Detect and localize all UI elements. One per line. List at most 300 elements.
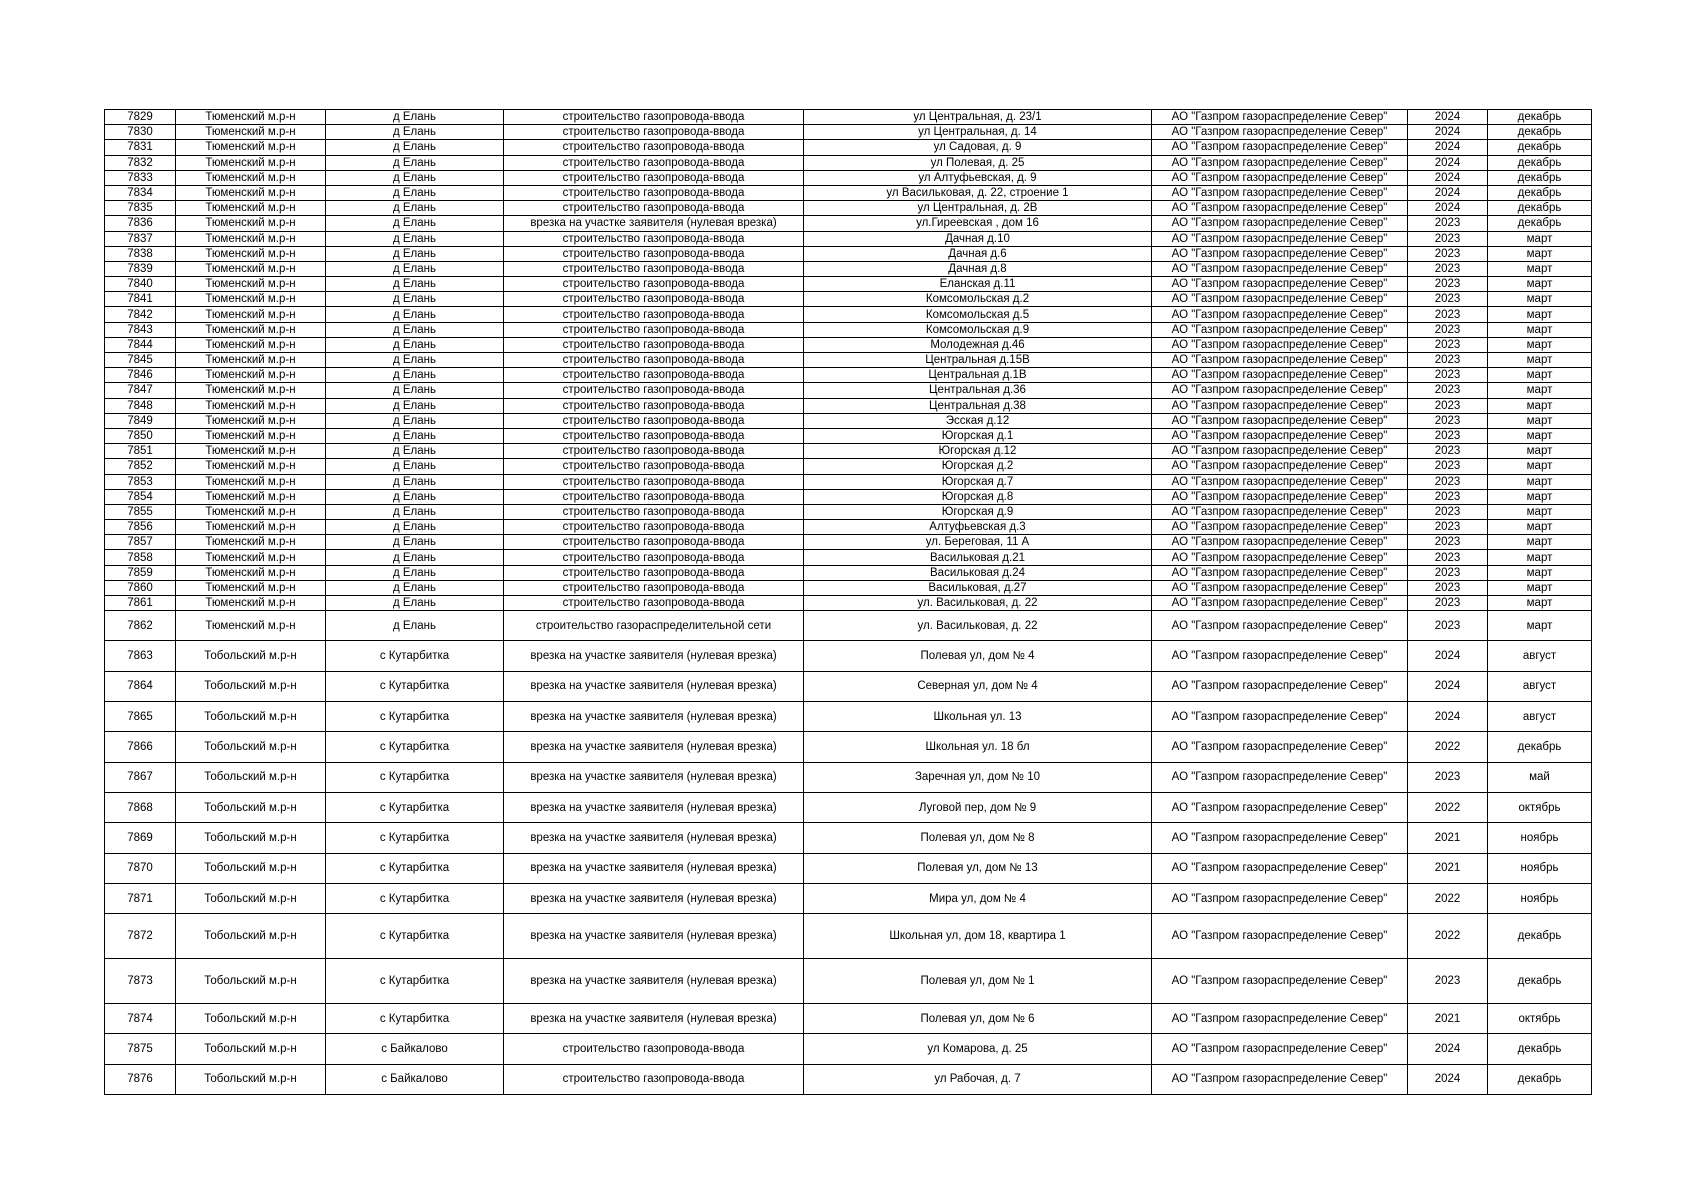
table-row — [105, 170, 1592, 185]
district-cell: Тюменский м.р-н — [176, 110, 326, 125]
organization-cell: АО "Газпром газораспределение Север" — [1152, 792, 1408, 822]
year-cell: 2021 — [1408, 853, 1488, 883]
district-cell: Тобольский м.р-н — [176, 1034, 326, 1064]
address-cell: Югорская д.8 — [804, 489, 1152, 504]
month-cell: март — [1488, 580, 1592, 595]
year-cell: 2022 — [1408, 732, 1488, 762]
row-number-cell: 7852 — [105, 459, 176, 474]
month-cell: март — [1488, 459, 1592, 474]
year-cell: 2022 — [1408, 914, 1488, 959]
year-cell: 2023 — [1408, 550, 1488, 565]
organization-cell: АО "Газпром газораспределение Север" — [1152, 110, 1408, 125]
organization-cell: АО "Газпром газораспределение Север" — [1152, 307, 1408, 322]
address-cell: ул. Васильковая, д. 22 — [804, 596, 1152, 611]
district-cell: Тюменский м.р-н — [176, 201, 326, 216]
row-number-cell: 7857 — [105, 535, 176, 550]
table-row — [105, 413, 1592, 428]
organization-cell: АО "Газпром газораспределение Север" — [1152, 140, 1408, 155]
district-cell: Тюменский м.р-н — [176, 413, 326, 428]
district-cell: Тюменский м.р-н — [176, 474, 326, 489]
work-type-cell: строительство газопровода-ввода — [504, 353, 804, 368]
settlement-cell: с Кутарбитка — [326, 883, 504, 913]
month-cell: март — [1488, 504, 1592, 519]
settlement-cell: д Елань — [326, 474, 504, 489]
district-cell: Тюменский м.р-н — [176, 504, 326, 519]
work-type-cell: строительство газопровода-ввода — [504, 1064, 804, 1094]
district-cell: Тюменский м.р-н — [176, 216, 326, 231]
district-cell: Тюменский м.р-н — [176, 611, 326, 641]
table-row — [105, 155, 1592, 170]
month-cell: март — [1488, 231, 1592, 246]
month-cell: март — [1488, 337, 1592, 352]
work-type-cell: строительство газопровода-ввода — [504, 550, 804, 565]
row-number-cell: 7870 — [105, 853, 176, 883]
row-number-cell: 7842 — [105, 307, 176, 322]
row-number-cell: 7829 — [105, 110, 176, 125]
row-number-cell: 7856 — [105, 520, 176, 535]
address-cell: Комсомольская д.2 — [804, 292, 1152, 307]
organization-cell: АО "Газпром газораспределение Север" — [1152, 520, 1408, 535]
work-type-cell: строительство газопровода-ввода — [504, 368, 804, 383]
work-type-cell: строительство газопровода-ввода — [504, 596, 804, 611]
district-cell: Тюменский м.р-н — [176, 596, 326, 611]
organization-cell: АО "Газпром газораспределение Север" — [1152, 261, 1408, 276]
district-cell: Тюменский м.р-н — [176, 185, 326, 200]
month-cell: март — [1488, 277, 1592, 292]
work-type-cell: врезка на участке заявителя (нулевая врезка) — [504, 823, 804, 853]
district-cell: Тюменский м.р-н — [176, 444, 326, 459]
work-type-cell: строительство газопровода-ввода — [504, 489, 804, 504]
district-cell: Тюменский м.р-н — [176, 459, 326, 474]
year-cell: 2023 — [1408, 413, 1488, 428]
year-cell: 2023 — [1408, 307, 1488, 322]
month-cell: август — [1488, 702, 1592, 732]
organization-cell: АО "Газпром газораспределение Север" — [1152, 914, 1408, 959]
settlement-cell: с Кутарбитка — [326, 792, 504, 822]
month-cell: декабрь — [1488, 959, 1592, 1004]
row-number-cell: 7855 — [105, 504, 176, 519]
settlement-cell: д Елань — [326, 185, 504, 200]
year-cell: 2023 — [1408, 596, 1488, 611]
address-cell: Луговой пер, дом № 9 — [804, 792, 1152, 822]
row-number-cell: 7851 — [105, 444, 176, 459]
settlement-cell: с Кутарбитка — [326, 959, 504, 1004]
year-cell: 2021 — [1408, 1004, 1488, 1034]
address-cell: ул. Береговая, 11 А — [804, 535, 1152, 550]
settlement-cell: д Елань — [326, 353, 504, 368]
settlement-cell: д Елань — [326, 307, 504, 322]
organization-cell: АО "Газпром газораспределение Север" — [1152, 1034, 1408, 1064]
organization-cell: АО "Газпром газораспределение Север" — [1152, 125, 1408, 140]
year-cell: 2023 — [1408, 353, 1488, 368]
address-cell: Югорская д.9 — [804, 504, 1152, 519]
settlement-cell: д Елань — [326, 550, 504, 565]
address-cell: ул Центральная, д. 2В — [804, 201, 1152, 216]
settlement-cell: д Елань — [326, 261, 504, 276]
work-type-cell: врезка на участке заявителя (нулевая врезка) — [504, 959, 804, 1004]
row-number-cell: 7837 — [105, 231, 176, 246]
row-number-cell: 7869 — [105, 823, 176, 853]
year-cell: 2023 — [1408, 231, 1488, 246]
organization-cell: АО "Газпром газораспределение Север" — [1152, 853, 1408, 883]
work-type-cell: строительство газораспределительной сети — [504, 611, 804, 641]
address-cell: ул Комарова, д. 25 — [804, 1034, 1152, 1064]
settlement-cell: с Кутарбитка — [326, 641, 504, 671]
table-row — [105, 353, 1592, 368]
work-type-cell: строительство газопровода-ввода — [504, 322, 804, 337]
month-cell: ноябрь — [1488, 883, 1592, 913]
table-row — [105, 702, 1592, 732]
organization-cell: АО "Газпром газораспределение Север" — [1152, 641, 1408, 671]
organization-cell: АО "Газпром газораспределение Север" — [1152, 823, 1408, 853]
table-row — [105, 428, 1592, 443]
organization-cell: АО "Газпром газораспределение Север" — [1152, 277, 1408, 292]
table-row — [105, 550, 1592, 565]
year-cell: 2023 — [1408, 535, 1488, 550]
settlement-cell: д Елань — [326, 444, 504, 459]
district-cell: Тюменский м.р-н — [176, 489, 326, 504]
settlement-cell: д Елань — [326, 201, 504, 216]
month-cell: декабрь — [1488, 110, 1592, 125]
settlement-cell: д Елань — [326, 337, 504, 352]
organization-cell: АО "Газпром газораспределение Север" — [1152, 337, 1408, 352]
settlement-cell: д Елань — [326, 170, 504, 185]
month-cell: март — [1488, 565, 1592, 580]
organization-cell: АО "Газпром газораспределение Север" — [1152, 428, 1408, 443]
organization-cell: АО "Газпром газораспределение Север" — [1152, 444, 1408, 459]
address-cell: Школьная ул. 13 — [804, 702, 1152, 732]
district-cell: Тюменский м.р-н — [176, 580, 326, 595]
district-cell: Тюменский м.р-н — [176, 383, 326, 398]
row-number-cell: 7845 — [105, 353, 176, 368]
table-row — [105, 823, 1592, 853]
work-type-cell: строительство газопровода-ввода — [504, 261, 804, 276]
work-type-cell: строительство газопровода-ввода — [504, 201, 804, 216]
month-cell: май — [1488, 762, 1592, 792]
address-cell: Комсомольская д.9 — [804, 322, 1152, 337]
year-cell: 2023 — [1408, 337, 1488, 352]
address-cell: Алтуфьевская д.3 — [804, 520, 1152, 535]
year-cell: 2023 — [1408, 246, 1488, 261]
organization-cell: АО "Газпром газораспределение Север" — [1152, 489, 1408, 504]
district-cell: Тобольский м.р-н — [176, 671, 326, 701]
settlement-cell: д Елань — [326, 368, 504, 383]
settlement-cell: д Елань — [326, 535, 504, 550]
organization-cell: АО "Газпром газораспределение Север" — [1152, 611, 1408, 641]
year-cell: 2024 — [1408, 170, 1488, 185]
organization-cell: АО "Газпром газораспределение Север" — [1152, 322, 1408, 337]
district-cell: Тобольский м.р-н — [176, 1004, 326, 1034]
settlement-cell: с Кутарбитка — [326, 732, 504, 762]
work-type-cell: строительство газопровода-ввода — [504, 337, 804, 352]
district-cell: Тобольский м.р-н — [176, 732, 326, 762]
settlement-cell: д Елань — [326, 383, 504, 398]
district-cell: Тобольский м.р-н — [176, 792, 326, 822]
row-number-cell: 7864 — [105, 671, 176, 701]
year-cell: 2023 — [1408, 277, 1488, 292]
table-row — [105, 641, 1592, 671]
district-cell: Тобольский м.р-н — [176, 853, 326, 883]
address-cell: Васильковая, д.27 — [804, 580, 1152, 595]
row-number-cell: 7834 — [105, 185, 176, 200]
row-number-cell: 7838 — [105, 246, 176, 261]
row-number-cell: 7868 — [105, 792, 176, 822]
district-cell: Тюменский м.р-н — [176, 535, 326, 550]
address-cell: ул Васильковая, д. 22, строение 1 — [804, 185, 1152, 200]
row-number-cell: 7862 — [105, 611, 176, 641]
row-number-cell: 7860 — [105, 580, 176, 595]
row-number-cell: 7872 — [105, 914, 176, 959]
row-number-cell: 7848 — [105, 398, 176, 413]
settlement-cell: д Елань — [326, 580, 504, 595]
organization-cell: АО "Газпром газораспределение Север" — [1152, 185, 1408, 200]
address-cell: Югорская д.12 — [804, 444, 1152, 459]
year-cell: 2024 — [1408, 641, 1488, 671]
year-cell: 2024 — [1408, 110, 1488, 125]
district-cell: Тобольский м.р-н — [176, 762, 326, 792]
settlement-cell: д Елань — [326, 611, 504, 641]
settlement-cell: с Байкалово — [326, 1034, 504, 1064]
settlement-cell: с Кутарбитка — [326, 853, 504, 883]
year-cell: 2023 — [1408, 489, 1488, 504]
work-type-cell: врезка на участке заявителя (нулевая врезка) — [504, 914, 804, 959]
year-cell: 2024 — [1408, 201, 1488, 216]
address-cell: Молодежная д.46 — [804, 337, 1152, 352]
address-cell: Полевая ул, дом № 4 — [804, 641, 1152, 671]
table-row — [105, 140, 1592, 155]
year-cell: 2023 — [1408, 261, 1488, 276]
address-cell: ул Центральная, д. 14 — [804, 125, 1152, 140]
year-cell: 2023 — [1408, 762, 1488, 792]
organization-cell: АО "Газпром газораспределение Север" — [1152, 368, 1408, 383]
address-cell: Центральная д.15В — [804, 353, 1152, 368]
row-number-cell: 7835 — [105, 201, 176, 216]
month-cell: ноябрь — [1488, 853, 1592, 883]
settlement-cell: д Елань — [326, 596, 504, 611]
month-cell: декабрь — [1488, 170, 1592, 185]
address-cell: Еланская д.11 — [804, 277, 1152, 292]
table-row — [105, 246, 1592, 261]
work-type-cell: строительство газопровода-ввода — [504, 535, 804, 550]
work-type-cell: строительство газопровода-ввода — [504, 413, 804, 428]
row-number-cell: 7844 — [105, 337, 176, 352]
table-row — [105, 883, 1592, 913]
work-type-cell: строительство газопровода-ввода — [504, 444, 804, 459]
table-row — [105, 292, 1592, 307]
table-row — [105, 732, 1592, 762]
row-number-cell: 7853 — [105, 474, 176, 489]
month-cell: август — [1488, 641, 1592, 671]
row-number-cell: 7858 — [105, 550, 176, 565]
month-cell: март — [1488, 307, 1592, 322]
row-number-cell: 7861 — [105, 596, 176, 611]
month-cell: декабрь — [1488, 155, 1592, 170]
table-row — [105, 277, 1592, 292]
year-cell: 2023 — [1408, 428, 1488, 443]
month-cell: декабрь — [1488, 914, 1592, 959]
table-row — [105, 504, 1592, 519]
year-cell: 2022 — [1408, 883, 1488, 913]
row-number-cell: 7847 — [105, 383, 176, 398]
month-cell: март — [1488, 322, 1592, 337]
year-cell: 2022 — [1408, 792, 1488, 822]
work-type-cell: строительство газопровода-ввода — [504, 292, 804, 307]
work-type-cell: строительство газопровода-ввода — [504, 170, 804, 185]
month-cell: август — [1488, 671, 1592, 701]
row-number-cell: 7832 — [105, 155, 176, 170]
settlement-cell: д Елань — [326, 216, 504, 231]
year-cell: 2023 — [1408, 520, 1488, 535]
address-cell: ул Садовая, д. 9 — [804, 140, 1152, 155]
table-row — [105, 671, 1592, 701]
organization-cell: АО "Газпром газораспределение Север" — [1152, 702, 1408, 732]
year-cell: 2023 — [1408, 959, 1488, 1004]
address-cell: Комсомольская д.5 — [804, 307, 1152, 322]
table-row — [105, 185, 1592, 200]
district-cell: Тюменский м.р-н — [176, 246, 326, 261]
district-cell: Тобольский м.р-н — [176, 702, 326, 732]
organization-cell: АО "Газпром газораспределение Север" — [1152, 246, 1408, 261]
work-type-cell: строительство газопровода-ввода — [504, 231, 804, 246]
table-row — [105, 535, 1592, 550]
row-number-cell: 7863 — [105, 641, 176, 671]
organization-cell: АО "Газпром газораспределение Север" — [1152, 155, 1408, 170]
table-row — [105, 201, 1592, 216]
row-number-cell: 7833 — [105, 170, 176, 185]
gas-connection-table — [104, 109, 1592, 1095]
row-number-cell: 7846 — [105, 368, 176, 383]
address-cell: ул Полевая, д. 25 — [804, 155, 1152, 170]
organization-cell: АО "Газпром газораспределение Север" — [1152, 732, 1408, 762]
work-type-cell: врезка на участке заявителя (нулевая врезка) — [504, 762, 804, 792]
address-cell: Центральная д.1В — [804, 368, 1152, 383]
organization-cell: АО "Газпром газораспределение Север" — [1152, 474, 1408, 489]
address-cell: Эсская д.12 — [804, 413, 1152, 428]
table-row — [105, 322, 1592, 337]
table-row — [105, 1034, 1592, 1064]
table-row — [105, 398, 1592, 413]
work-type-cell: врезка на участке заявителя (нулевая врезка) — [504, 671, 804, 701]
address-cell: Дачная д.10 — [804, 231, 1152, 246]
year-cell: 2021 — [1408, 823, 1488, 853]
row-number-cell: 7873 — [105, 959, 176, 1004]
district-cell: Тюменский м.р-н — [176, 368, 326, 383]
row-number-cell: 7865 — [105, 702, 176, 732]
district-cell: Тюменский м.р-н — [176, 565, 326, 580]
table-row — [105, 1004, 1592, 1034]
year-cell: 2023 — [1408, 398, 1488, 413]
month-cell: март — [1488, 444, 1592, 459]
work-type-cell: врезка на участке заявителя (нулевая врезка) — [504, 641, 804, 671]
address-cell: ул. Васильковая, д. 22 — [804, 611, 1152, 641]
address-cell: Школьная ул, дом 18, квартира 1 — [804, 914, 1152, 959]
year-cell: 2023 — [1408, 368, 1488, 383]
table-row — [105, 216, 1592, 231]
work-type-cell: врезка на участке заявителя (нулевая врезка) — [504, 702, 804, 732]
organization-cell: АО "Газпром газораспределение Север" — [1152, 1004, 1408, 1034]
organization-cell: АО "Газпром газораспределение Север" — [1152, 883, 1408, 913]
row-number-cell: 7850 — [105, 428, 176, 443]
year-cell: 2023 — [1408, 565, 1488, 580]
organization-cell: АО "Газпром газораспределение Север" — [1152, 383, 1408, 398]
settlement-cell: д Елань — [326, 520, 504, 535]
organization-cell: АО "Газпром газораспределение Север" — [1152, 671, 1408, 701]
row-number-cell: 7867 — [105, 762, 176, 792]
year-cell: 2024 — [1408, 155, 1488, 170]
year-cell: 2023 — [1408, 216, 1488, 231]
row-number-cell: 7839 — [105, 261, 176, 276]
table-row — [105, 337, 1592, 352]
work-type-cell: строительство газопровода-ввода — [504, 246, 804, 261]
work-type-cell: строительство газопровода-ввода — [504, 110, 804, 125]
work-type-cell: врезка на участке заявителя (нулевая врезка) — [504, 216, 804, 231]
address-cell: ул Центральная, д. 23/1 — [804, 110, 1152, 125]
district-cell: Тобольский м.р-н — [176, 1064, 326, 1094]
month-cell: декабрь — [1488, 201, 1592, 216]
settlement-cell: с Байкалово — [326, 1064, 504, 1094]
district-cell: Тюменский м.р-н — [176, 140, 326, 155]
row-number-cell: 7840 — [105, 277, 176, 292]
month-cell: декабрь — [1488, 1034, 1592, 1064]
organization-cell: АО "Газпром газораспределение Север" — [1152, 292, 1408, 307]
row-number-cell: 7876 — [105, 1064, 176, 1094]
organization-cell: АО "Газпром газораспределение Север" — [1152, 504, 1408, 519]
month-cell: декабрь — [1488, 140, 1592, 155]
table-row — [105, 459, 1592, 474]
month-cell: март — [1488, 383, 1592, 398]
district-cell: Тюменский м.р-н — [176, 353, 326, 368]
settlement-cell: с Кутарбитка — [326, 762, 504, 792]
work-type-cell: строительство газопровода-ввода — [504, 580, 804, 595]
settlement-cell: д Елань — [326, 277, 504, 292]
row-number-cell: 7875 — [105, 1034, 176, 1064]
month-cell: декабрь — [1488, 185, 1592, 200]
year-cell: 2024 — [1408, 671, 1488, 701]
year-cell: 2023 — [1408, 580, 1488, 595]
table-row — [105, 762, 1592, 792]
month-cell: март — [1488, 261, 1592, 276]
settlement-cell: д Елань — [326, 125, 504, 140]
settlement-cell: д Елань — [326, 322, 504, 337]
organization-cell: АО "Газпром газораспределение Север" — [1152, 231, 1408, 246]
district-cell: Тюменский м.р-н — [176, 550, 326, 565]
row-number-cell: 7866 — [105, 732, 176, 762]
address-cell: Заречная ул, дом № 10 — [804, 762, 1152, 792]
district-cell: Тобольский м.р-н — [176, 823, 326, 853]
table-row — [105, 792, 1592, 822]
district-cell: Тобольский м.р-н — [176, 914, 326, 959]
address-cell: Школьная ул. 18 бл — [804, 732, 1152, 762]
year-cell: 2023 — [1408, 383, 1488, 398]
table-row — [105, 596, 1592, 611]
district-cell: Тюменский м.р-н — [176, 307, 326, 322]
work-type-cell: врезка на участке заявителя (нулевая врезка) — [504, 792, 804, 822]
year-cell: 2023 — [1408, 611, 1488, 641]
organization-cell: АО "Газпром газораспределение Север" — [1152, 353, 1408, 368]
work-type-cell: строительство газопровода-ввода — [504, 428, 804, 443]
month-cell: март — [1488, 550, 1592, 565]
organization-cell: АО "Газпром газораспределение Север" — [1152, 170, 1408, 185]
row-number-cell: 7836 — [105, 216, 176, 231]
settlement-cell: д Елань — [326, 504, 504, 519]
work-type-cell: строительство газопровода-ввода — [504, 277, 804, 292]
settlement-cell: д Елань — [326, 413, 504, 428]
work-type-cell: строительство газопровода-ввода — [504, 459, 804, 474]
table-row — [105, 110, 1592, 125]
table-row — [105, 959, 1592, 1004]
year-cell: 2024 — [1408, 702, 1488, 732]
address-cell: Полевая ул, дом № 6 — [804, 1004, 1152, 1034]
